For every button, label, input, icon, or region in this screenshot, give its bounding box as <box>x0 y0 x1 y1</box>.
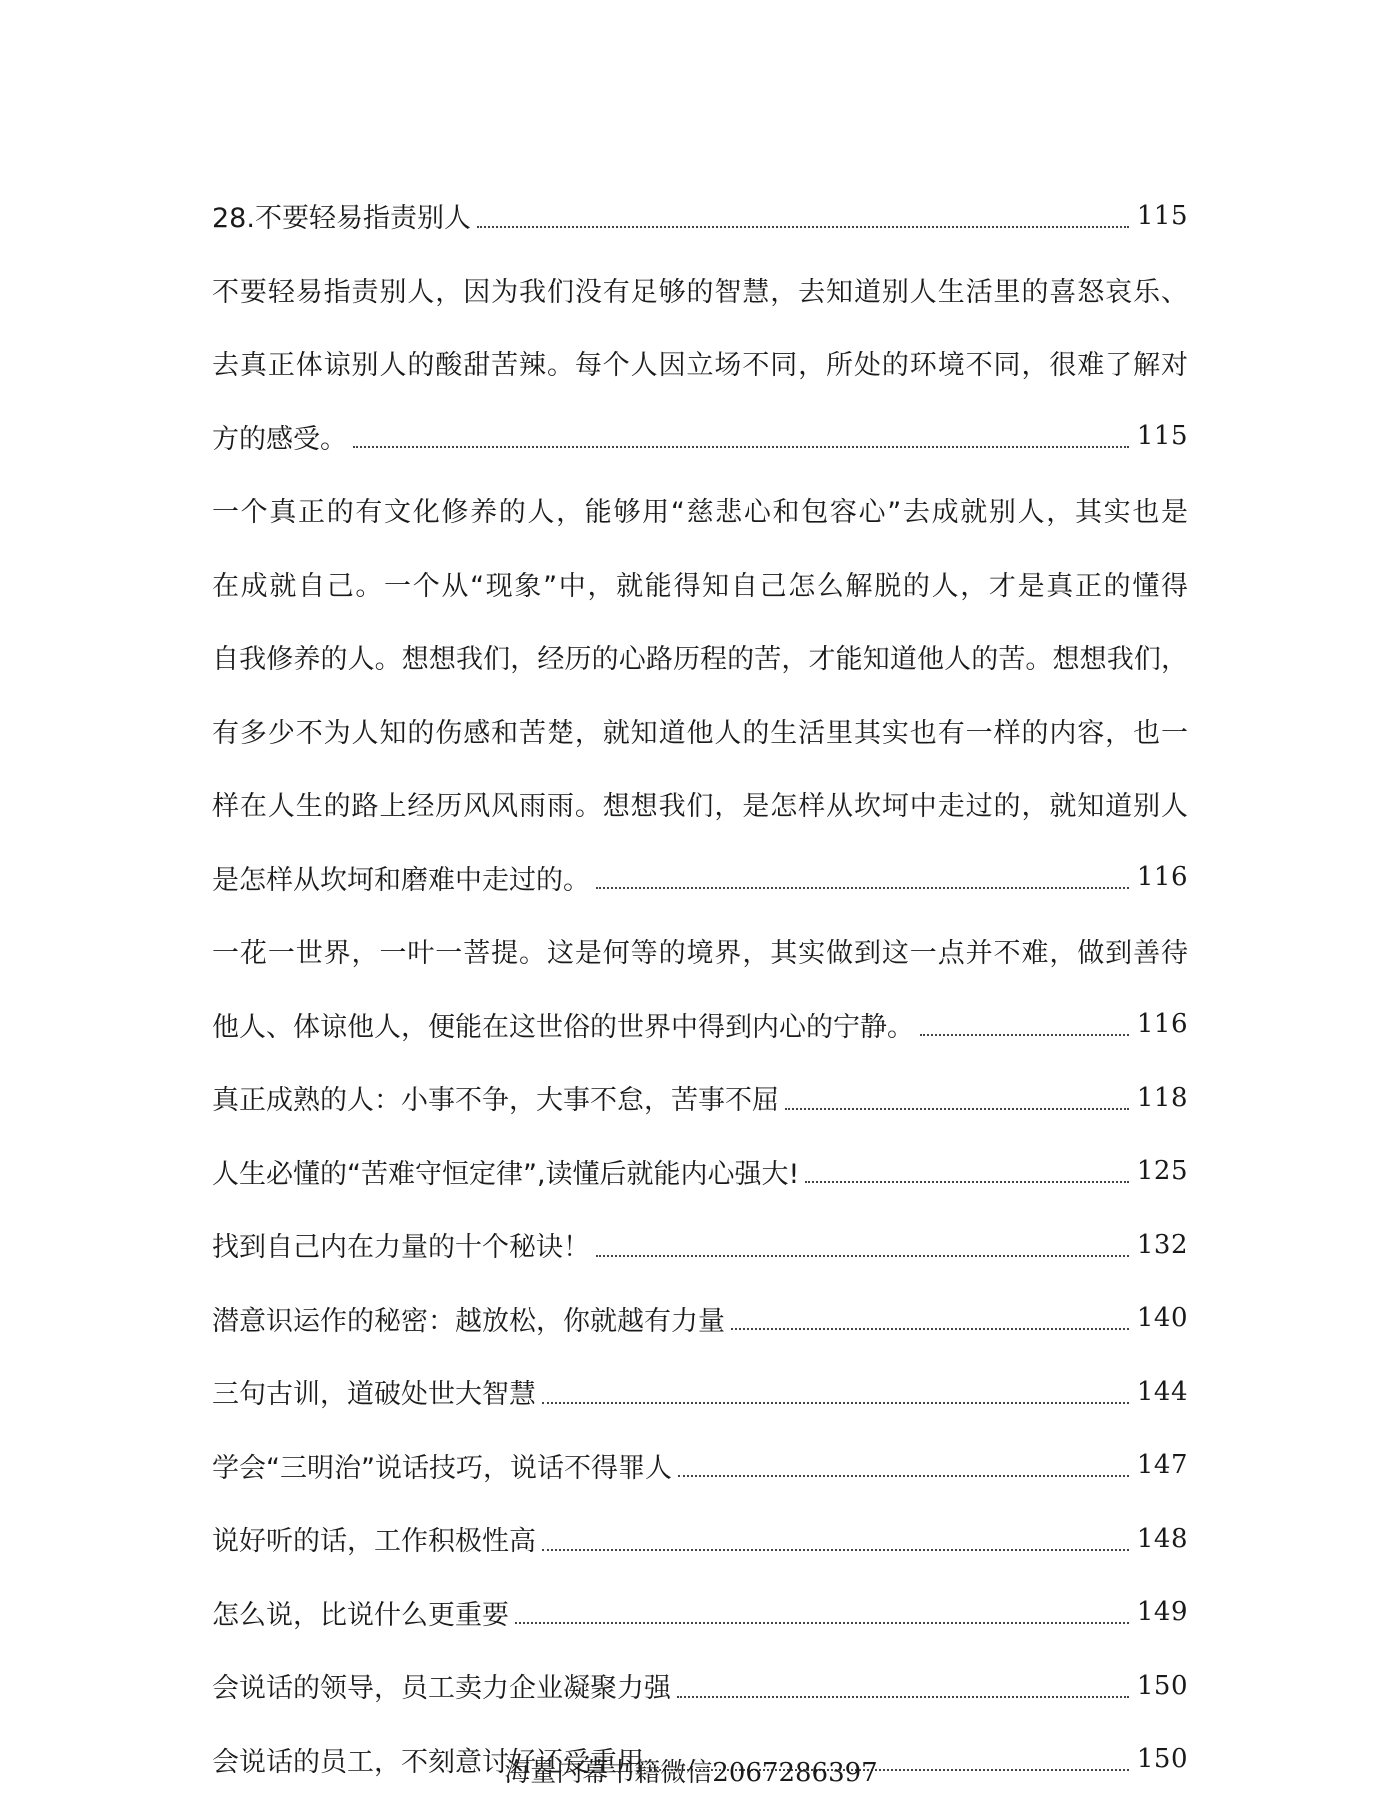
toc-text-line <box>212 253 1188 327</box>
toc-page-number: 132 <box>1136 1229 1188 1260</box>
toc-line-text: 去真正体谅别人的酸甜苦辣。每个人因立场不同，所处的环境不同，很难了解对 <box>212 350 1188 382</box>
toc-line-text: 有多少不为人知的伤感和苦楚，就知道他人的生活里其实也有一样的内容，也一 <box>212 717 1188 749</box>
toc-line-text: 在成就自己。一个从“现象”中，就能得知自己怎么解脱的人，才是真正的懂得 <box>212 570 1188 602</box>
toc-entry[interactable] <box>212 1135 1188 1209</box>
toc-page-number: 150 <box>1136 1670 1188 1701</box>
toc-entry-title: 说好听的话，工作积极性高 <box>212 1526 536 1558</box>
toc-entry[interactable] <box>212 1061 1188 1135</box>
toc-page-number: 149 <box>1136 1597 1188 1628</box>
toc-entry[interactable] <box>212 988 1188 1062</box>
toc-line-text: 样在人生的路上经历风风雨雨。想想我们，是怎样从坎坷中走过的，就知道别人 <box>212 791 1188 823</box>
toc-entry-title: 人生必懂的“苦难守恒定律”,读懂后就能内心强大! <box>212 1158 800 1190</box>
toc-entry-title: 学会“三明治”说话技巧，说话不得罪人 <box>212 1452 672 1484</box>
toc-entry[interactable] <box>212 1282 1188 1356</box>
dot-leader <box>596 887 1129 889</box>
toc-page-number: 116 <box>1136 862 1188 893</box>
toc-entry[interactable] <box>212 1429 1188 1503</box>
toc-line-text: 一花一世界，一叶一菩提。这是何等的境界，其实做到这一点并不难，做到善待 <box>212 938 1188 970</box>
toc-page-number: 118 <box>1136 1082 1188 1113</box>
toc-page-number: 125 <box>1136 1156 1188 1187</box>
toc-page-number: 116 <box>1136 1009 1188 1040</box>
toc-entry[interactable] <box>212 400 1188 474</box>
toc-text-line <box>212 473 1188 547</box>
toc-entry-title: 找到自己内在力量的十个秘诀！ <box>212 1232 590 1264</box>
toc-line-text: 自我修养的人。想想我们，经历的心路历程的苦，才能知道他人的苦。想想我们， <box>212 644 1188 676</box>
dot-leader <box>353 446 1129 448</box>
toc-text-line <box>212 767 1188 841</box>
toc-entry[interactable] <box>212 1649 1188 1723</box>
dot-leader <box>678 1475 1129 1477</box>
toc-entry-title: 他人、体谅他人，便能在这世俗的世界中得到内心的宁静。 <box>212 1011 914 1043</box>
dot-leader <box>731 1328 1129 1330</box>
toc-entry[interactable] <box>212 1355 1188 1429</box>
toc-entry[interactable] <box>212 179 1188 253</box>
toc-entry[interactable] <box>212 841 1188 915</box>
toc-entry-title: 三句古训，道破处世大智慧 <box>212 1379 536 1411</box>
toc-page-number: 144 <box>1136 1376 1188 1407</box>
toc-entry[interactable] <box>212 1502 1188 1576</box>
dot-leader <box>596 1255 1129 1257</box>
table-of-contents <box>212 179 1188 1796</box>
toc-page-number: 115 <box>1136 200 1188 231</box>
dot-leader <box>477 226 1129 228</box>
toc-entry-title: 潜意识运作的秘密：越放松，你就越有力量 <box>212 1305 725 1337</box>
toc-entry-title: 方的感受。 <box>212 423 347 455</box>
toc-entry-title: 真正成熟的人：小事不争，大事不怠，苦事不屈 <box>212 1085 779 1117</box>
toc-entry[interactable] <box>212 1576 1188 1650</box>
toc-entry-title: 会说话的领导，员工卖力企业凝聚力强 <box>212 1673 671 1705</box>
dot-leader <box>785 1108 1129 1110</box>
dot-leader <box>542 1549 1129 1551</box>
toc-page-number: 148 <box>1136 1523 1188 1554</box>
toc-text-line <box>212 326 1188 400</box>
toc-text-line <box>212 620 1188 694</box>
dot-leader <box>542 1402 1129 1404</box>
toc-page-number: 115 <box>1136 421 1188 452</box>
dot-leader <box>920 1034 1129 1036</box>
toc-entry-title: 会说话的员工，不刻意讨好还受重用 <box>212 1746 644 1778</box>
toc-page-number: 150 <box>1136 1744 1188 1775</box>
toc-text-line <box>212 914 1188 988</box>
dot-leader <box>805 1181 1128 1183</box>
toc-text-line <box>212 694 1188 768</box>
dot-leader <box>515 1622 1129 1624</box>
toc-text-line <box>212 547 1188 621</box>
watermark-footer: 海量内幕书籍微信2067286397 <box>504 1758 878 1788</box>
toc-entry-title: 是怎样从坎坷和磨难中走过的。 <box>212 864 590 896</box>
toc-entry[interactable] <box>212 1208 1188 1282</box>
toc-line-text: 一个真正的有文化修养的人，能够用“慈悲心和包容心”去成就别人，其实也是 <box>212 497 1188 529</box>
toc-page-number: 147 <box>1136 1450 1188 1481</box>
toc-line-text: 不要轻易指责别人，因为我们没有足够的智慧，去知道别人生活里的喜怒哀乐、 <box>212 276 1188 308</box>
toc-entry-title: 怎么说，比说什么更重要 <box>212 1599 509 1631</box>
dot-leader <box>677 1696 1129 1698</box>
toc-page-number: 140 <box>1136 1303 1188 1334</box>
toc-entry-title: 28.不要轻易指责别人 <box>212 203 471 235</box>
